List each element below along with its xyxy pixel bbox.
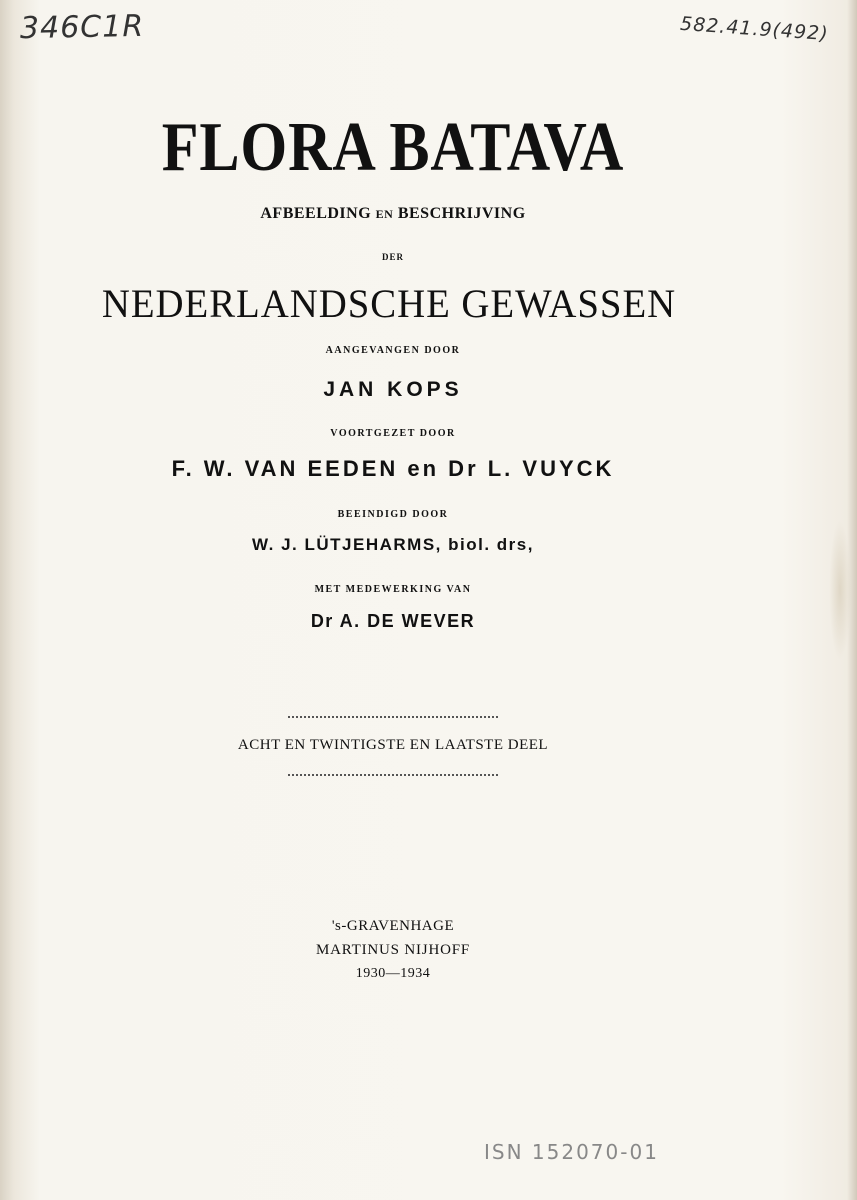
main-subject: NEDERLANDSCHE GEWASSEN: [101, 281, 677, 326]
paper-stain: [829, 520, 851, 660]
subtitle-part1: AFBEELDING: [260, 205, 372, 222]
continued-by-authors: F. W. VAN EEDEN en Dr L. VUYCK: [171, 456, 615, 481]
der-line: DER: [381, 252, 404, 262]
book-title: FLORA BATAVA: [161, 109, 625, 186]
subtitle-line: [0, 205, 786, 223]
collaboration-label: MET MEDEWERKING VAN: [314, 584, 472, 595]
publication-years: 1930—1934: [355, 966, 431, 981]
ornamental-rule-top: [288, 716, 498, 718]
finished-by-author: W. J. LÜTJEHARMS, biol. drs,: [252, 535, 534, 554]
handwritten-shelfmark-left: 346C1R: [19, 8, 145, 47]
subtitle-part2: BESCHRIJVING: [397, 205, 526, 222]
continued-by-label: VOORTGEZET DOOR: [330, 428, 456, 439]
finished-by-label: BEEINDIGD DOOR: [337, 509, 449, 520]
subtitle-en: EN: [375, 207, 394, 221]
volume-designation: ACHT EN TWINTIGSTE EN LAATSTE DEEL: [237, 737, 549, 753]
handwritten-shelfmark-right: 582.41.9(492): [679, 12, 830, 46]
started-by-label: AANGEVANGEN DOOR: [325, 345, 461, 356]
started-by-author: JAN KOPS: [323, 378, 463, 401]
ornamental-rule-bottom: [288, 774, 498, 776]
publisher-name: MARTINUS NIJHOFF: [315, 942, 470, 958]
publication-place: 's-GRAVENHAGE: [331, 918, 455, 934]
collaborator-name: Dr A. DE WEVER: [310, 611, 476, 631]
library-stamp: ISN 152070-01: [484, 1140, 659, 1164]
